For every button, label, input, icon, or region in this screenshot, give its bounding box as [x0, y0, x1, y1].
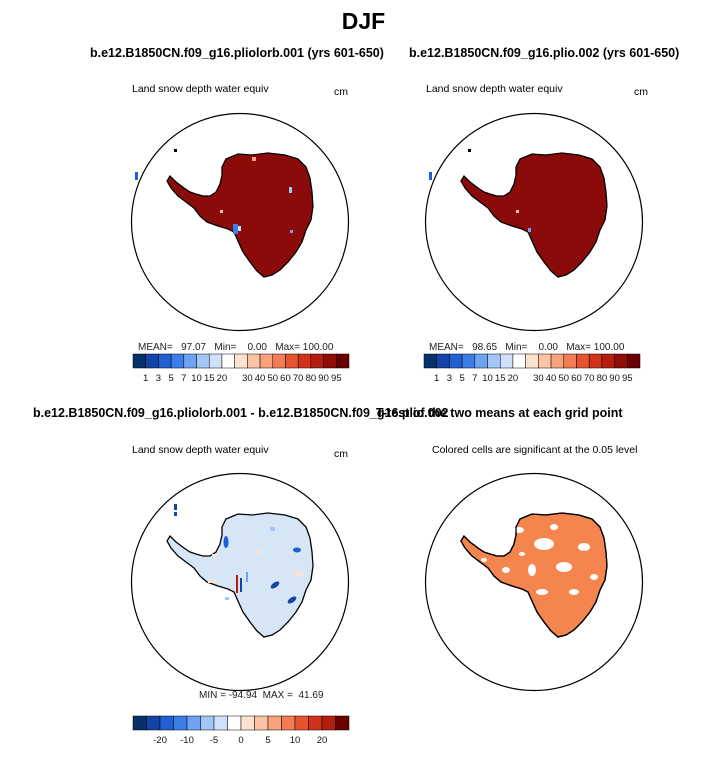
colorbar-swatch	[513, 354, 526, 368]
colorbar-tick-label: 80	[596, 373, 608, 384]
colorbar-tick-label: 20	[507, 373, 519, 384]
non-significant-area	[502, 567, 510, 573]
grid-cell-blue	[174, 504, 177, 510]
grid-cell-blue	[290, 230, 293, 233]
colorbar-tick-label: 30	[242, 373, 253, 384]
non-significant-area	[590, 574, 598, 580]
colorbar-swatch	[311, 354, 324, 368]
colorbar-swatch	[298, 354, 311, 368]
non-significant-area	[528, 564, 536, 576]
colorbar-swatch	[322, 716, 336, 730]
grid-cell-black	[468, 149, 471, 152]
panel1-variable-label: Land snow depth water equiv	[132, 83, 269, 95]
colorbar-tick-label: 90	[609, 373, 620, 384]
colorbar-swatch	[147, 716, 161, 730]
grid-cell-red	[236, 575, 238, 593]
colorbar-swatch	[602, 354, 615, 368]
colorbar-swatch	[589, 354, 602, 368]
colorbar-swatch	[500, 354, 513, 368]
grid-cell-black	[174, 149, 177, 152]
panel2-variable-label: Land snow depth water equiv	[426, 83, 563, 95]
colorbar-swatch	[201, 716, 215, 730]
colorbar-swatch	[228, 716, 242, 730]
colorbar-swatch	[255, 716, 269, 730]
grid-cell-blue	[135, 172, 138, 180]
panel2-units-label: cm	[634, 86, 648, 98]
colorbar-tick-label: 80	[305, 373, 317, 384]
panel3-colorbar	[130, 715, 356, 747]
non-significant-area	[550, 524, 558, 530]
panel3-variable-label: Land snow depth water equiv	[132, 444, 269, 456]
colorbar-swatch	[488, 354, 501, 368]
panel3-map	[130, 472, 350, 692]
grid-cell-blue	[528, 228, 531, 232]
colorbar-swatch	[133, 716, 147, 730]
colorbar-tick-label: 15	[203, 373, 215, 384]
main-title: DJF	[341, 8, 386, 34]
panel3-stats: MIN = -94.94 MAX = 41.69	[199, 690, 324, 701]
grid-cell-orange	[516, 210, 519, 213]
colorbar-swatch	[260, 354, 273, 368]
colorbar-swatch	[158, 354, 171, 368]
colorbar-tick-label: 7	[472, 373, 478, 384]
colorbar-tick-label: 90	[318, 373, 329, 384]
grid-cell-light	[238, 226, 241, 231]
colorbar-swatch	[336, 716, 350, 730]
grid-cell-blue	[246, 572, 248, 582]
colorbar-tick-label: 70	[292, 373, 304, 384]
grid-cell-orange	[252, 157, 256, 161]
panel1-map	[130, 112, 350, 332]
colorbar-tick-label: -20	[153, 735, 167, 746]
colorbar-swatch	[235, 354, 248, 368]
colorbar-swatch	[222, 354, 235, 368]
non-significant-area	[569, 589, 579, 595]
non-significant-area	[534, 538, 554, 550]
colorbar-swatch	[273, 354, 286, 368]
panel2-colorbar	[421, 353, 647, 385]
grid-cell-light	[270, 527, 275, 531]
colorbar-tick-label: 1	[143, 373, 149, 384]
colorbar-swatch	[526, 354, 539, 368]
colorbar-swatch	[187, 716, 201, 730]
colorbar-swatch	[247, 354, 260, 368]
panel1-units-label: cm	[334, 86, 348, 98]
grid-cell-orange	[295, 572, 303, 576]
panel4-case-title: T-test of the two means at each grid point	[376, 406, 623, 420]
colorbar-swatch	[285, 354, 298, 368]
colorbar-tick-label: 5	[265, 735, 271, 746]
colorbar-tick-label: 20	[316, 735, 328, 746]
grid-cell-light	[289, 187, 292, 193]
colorbar-tick-label: 5	[168, 373, 174, 384]
grid-cell-blue	[174, 512, 177, 516]
non-significant-area	[519, 552, 525, 556]
colorbar-tick-label: 70	[583, 373, 595, 384]
colorbar-swatch	[324, 354, 337, 368]
colorbar-swatch	[197, 354, 210, 368]
colorbar-swatch	[462, 354, 475, 368]
panel1-stats: MEAN= 97.07 Min= 0.00 Max= 100.00	[138, 342, 334, 353]
grid-cell-blue	[233, 224, 238, 234]
colorbar-swatch	[576, 354, 589, 368]
colorbar-swatch	[615, 354, 628, 368]
colorbar-tick-label: -10	[180, 735, 194, 746]
panel3-units-label: cm	[334, 448, 348, 460]
colorbar-tick-label: 20	[216, 373, 228, 384]
colorbar-tick-label: 5	[459, 373, 465, 384]
colorbar-swatch	[209, 354, 222, 368]
colorbar-swatch	[336, 354, 349, 368]
colorbar-tick-label: 10	[191, 373, 202, 384]
colorbar-tick-label: 10	[289, 735, 301, 746]
colorbar-tick-label: 10	[482, 373, 493, 384]
colorbar-tick-label: 7	[181, 373, 187, 384]
panel4-variable-label: Colored cells are significant at the 0.05 level	[432, 444, 638, 456]
colorbar-swatch	[449, 354, 462, 368]
colorbar-swatch	[174, 716, 188, 730]
colorbar-swatch	[171, 354, 184, 368]
colorbar-swatch	[309, 716, 323, 730]
grid-cell-blue	[429, 172, 432, 180]
colorbar-tick-label: 60	[571, 373, 582, 384]
colorbar-swatch	[564, 354, 577, 368]
grid-cell-blue	[240, 578, 242, 592]
colorbar-tick-label: 0	[238, 735, 244, 746]
non-significant-area	[481, 558, 487, 562]
colorbar-tick-label: 3	[446, 373, 453, 384]
colorbar-tick-label: 30	[533, 373, 544, 384]
grid-cell-blue	[293, 548, 301, 553]
non-significant-area	[536, 589, 548, 595]
colorbar-swatch	[241, 716, 255, 730]
colorbar-tick-label: 50	[558, 373, 570, 384]
colorbar-swatch	[146, 354, 159, 368]
colorbar-tick-label: 3	[155, 373, 162, 384]
panel3-case-title: b.e12.B1850CN.f09_g16.pliolorb.001 - b.e12.B1850CN.f09_g16.plio.002	[33, 406, 449, 420]
colorbar-tick-label: 40	[254, 373, 266, 384]
panel1-case-title: b.e12.B1850CN.f09_g16.pliolorb.001 (yrs 601-650)	[90, 46, 384, 60]
grid-cell-orange	[208, 580, 216, 583]
grid-cell-blue	[224, 536, 229, 548]
colorbar-tick-label: 95	[622, 373, 633, 384]
colorbar-swatch	[551, 354, 564, 368]
grid-cell-orange	[212, 554, 218, 557]
grid-cell-light	[225, 597, 229, 600]
panel2-map	[424, 112, 644, 332]
colorbar-swatch	[627, 354, 640, 368]
colorbar-swatch	[538, 354, 551, 368]
colorbar-tick-label: 1	[434, 373, 440, 384]
panel2-case-title: b.e12.B1850CN.f09_g16.plio.002 (yrs 601-650)	[409, 46, 680, 60]
colorbar-swatch	[133, 354, 146, 368]
colorbar-swatch	[424, 354, 437, 368]
panel2-stats: MEAN= 98.65 Min= 0.00 Max= 100.00	[429, 342, 625, 353]
colorbar-tick-label: 50	[267, 373, 279, 384]
colorbar-swatch	[184, 354, 197, 368]
panel1-colorbar	[130, 353, 356, 385]
colorbar-tick-label: 95	[331, 373, 342, 384]
colorbar-swatch	[475, 354, 488, 368]
colorbar-swatch	[437, 354, 450, 368]
colorbar-swatch	[295, 716, 309, 730]
colorbar-swatch	[268, 716, 282, 730]
non-significant-area	[556, 562, 572, 572]
colorbar-tick-label: -5	[209, 735, 219, 746]
colorbar-swatch	[160, 716, 174, 730]
grid-cell-orange	[255, 550, 260, 554]
panel4-map	[424, 472, 644, 692]
non-significant-area	[578, 543, 590, 551]
colorbar-swatch	[282, 716, 296, 730]
grid-cell-orange	[220, 210, 223, 213]
colorbar-tick-label: 40	[545, 373, 557, 384]
colorbar-tick-label: 60	[280, 373, 291, 384]
colorbar-swatch	[214, 716, 228, 730]
colorbar-tick-label: 15	[494, 373, 506, 384]
